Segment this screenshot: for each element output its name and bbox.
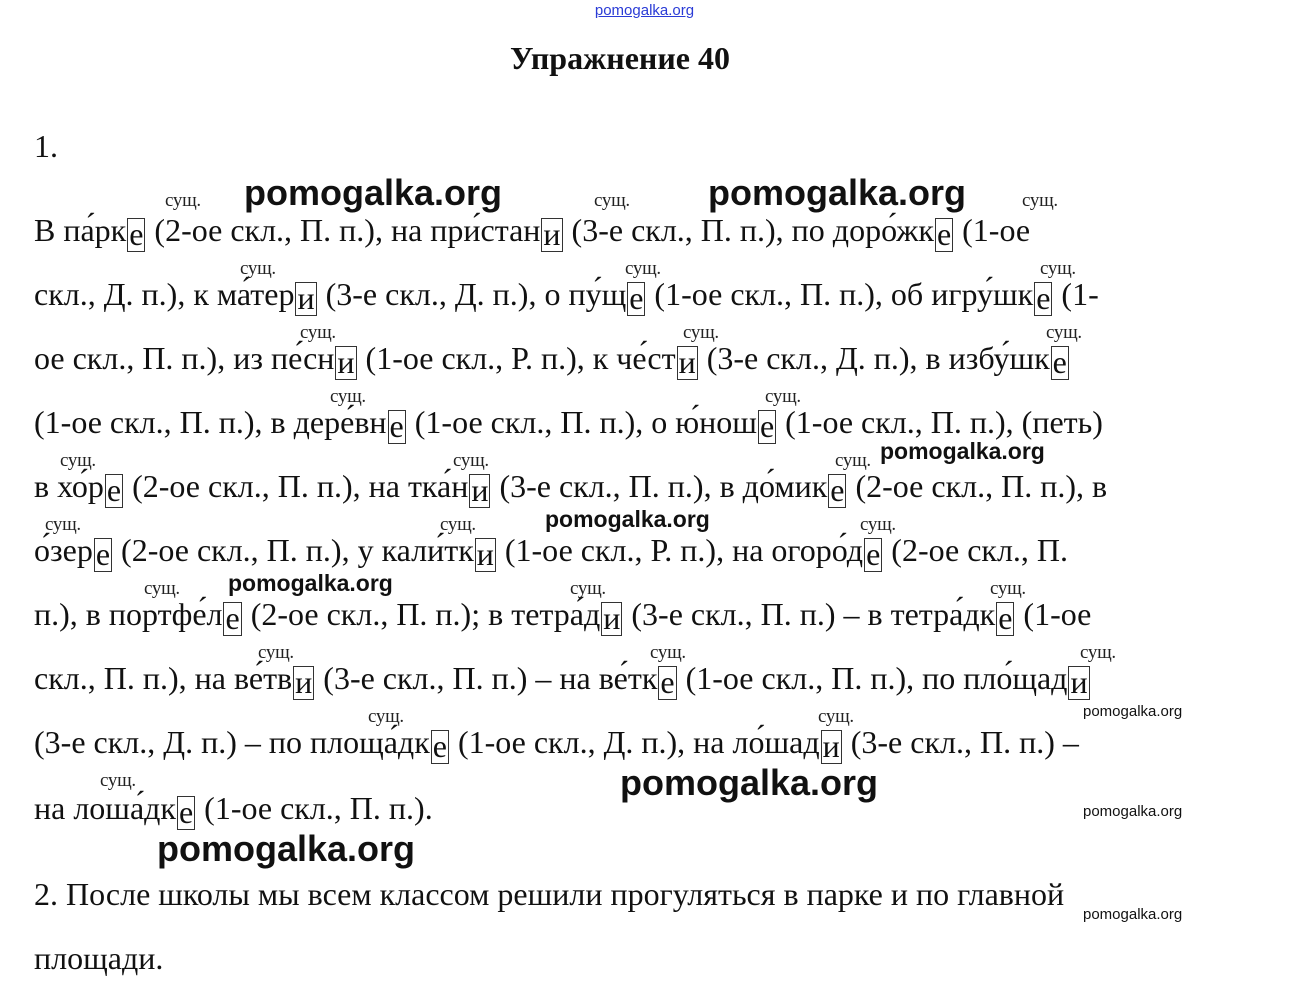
ending-box: и — [476, 536, 494, 572]
ending-box: и — [295, 664, 313, 700]
ending-box: е — [225, 600, 240, 636]
ending-box: е — [432, 728, 447, 764]
watermark: pomogalka.org — [1083, 803, 1183, 820]
watermark: pomogalka.org — [1083, 703, 1183, 720]
watermark: pomogalka.org — [545, 506, 710, 532]
text-segment: (1-ое скл., П. п.), о ю́нош — [406, 404, 757, 440]
noun-marker: сущ. — [683, 322, 719, 343]
ending-box: и — [822, 728, 840, 764]
ending-box: е — [998, 600, 1013, 636]
noun-marker: сущ. — [860, 514, 896, 535]
text-segment: (3-е скл., П. п.), в до́мик — [491, 468, 828, 504]
noun-marker: сущ. — [1046, 322, 1082, 343]
text-segment: (3-е скл., Д. п.), о пу́щ — [317, 276, 627, 312]
text-segment: скл., П. п.), на ве́тв — [34, 660, 293, 696]
watermark: pomogalka.org — [880, 438, 1045, 464]
watermark: pomogalka.org — [228, 570, 393, 596]
text-segment: (1-ое скл., П. п.). — [196, 790, 433, 826]
noun-marker: сущ. — [625, 258, 661, 279]
text-segment: (3-е скл., Д. п.), в избу́шк — [698, 340, 1050, 376]
noun-marker: сущ. — [818, 706, 854, 727]
text-segment: (1-ое скл., Р. п.), к че́ст — [357, 340, 676, 376]
exercise-line — [34, 532, 1068, 572]
text-segment: скл., Д. п.), к ма́тер — [34, 276, 295, 312]
text-segment: в хо́р — [34, 468, 104, 504]
noun-marker: сущ. — [570, 578, 606, 599]
noun-marker: сущ. — [60, 450, 96, 471]
text-segment: В па́рк — [34, 212, 127, 248]
noun-marker: сущ. — [300, 322, 336, 343]
exercise-line — [34, 212, 1030, 252]
ending-box: и — [1070, 664, 1088, 700]
watermark: pomogalka.org — [708, 172, 967, 213]
noun-marker: сущ. — [1022, 190, 1058, 211]
text-segment: (1-ое скл., Р. п.), на огоро́д — [496, 532, 864, 568]
noun-marker: сущ. — [258, 642, 294, 663]
noun-marker: сущ. — [45, 514, 81, 535]
text-segment: (1-ое скл., П. п.), об игру́шк — [646, 276, 1034, 312]
ending-box: е — [106, 472, 122, 508]
ending-box: е — [95, 536, 111, 572]
text-segment: (1- — [1053, 276, 1099, 312]
text-segment: (1-ое скл., П. п.), по пло́щад — [677, 660, 1068, 696]
exercise-line — [34, 596, 1091, 636]
noun-marker: сущ. — [165, 190, 201, 211]
text-segment: (2-ое скл., П. п.), в — [847, 468, 1108, 504]
text-segment: о́зер — [34, 532, 93, 568]
exercise-line — [34, 340, 1070, 380]
text-segment: (3-е скл., П. п.) – в тетра́дк — [623, 596, 996, 632]
ending-box: е — [129, 216, 144, 252]
ending-box: е — [936, 216, 952, 252]
text-segment: (2-ое скл., П. п.), на при́стан — [146, 212, 541, 248]
ending-box: е — [629, 280, 644, 316]
text-segment: (2-ое скл., П. п.), у кали́тк — [113, 532, 474, 568]
watermark: pomogalka.org — [157, 828, 416, 869]
text-segment: п.), в портфе́л — [34, 596, 223, 632]
ending-box: е — [1036, 280, 1051, 316]
noun-marker: сущ. — [594, 190, 630, 211]
site-link[interactable]: pomogalka.org — [594, 2, 695, 19]
ending-box: и — [337, 344, 355, 380]
exercise-line — [34, 660, 1091, 700]
noun-marker: сущ. — [330, 386, 366, 407]
part1-label: 1. — [34, 128, 58, 164]
noun-marker: сущ. — [100, 770, 136, 791]
watermark: pomogalka.org — [1083, 906, 1183, 923]
ending-box: и — [678, 344, 696, 380]
text-segment: (2-ое скл., П. п.); в тетра́д — [242, 596, 601, 632]
text-segment: на лоша́дк — [34, 790, 176, 826]
noun-marker: сущ. — [835, 450, 871, 471]
noun-marker: сущ. — [144, 578, 180, 599]
noun-marker: сущ. — [765, 386, 801, 407]
text-segment: (3-е скл., П. п.) – — [842, 724, 1079, 760]
text-segment: (3-е скл., Д. п.) – по площа́дк — [34, 724, 430, 760]
exercise-title: Упражнение 40 — [509, 40, 730, 76]
ending-box: е — [759, 408, 775, 444]
text-segment: (1-ое скл., П. п.), (петь) — [777, 404, 1103, 440]
exercise-line — [34, 724, 1079, 764]
noun-marker: сущ. — [368, 706, 404, 727]
noun-marker: сущ. — [1080, 642, 1116, 663]
noun-marker: сущ. — [240, 258, 276, 279]
text-segment: (2-ое скл., П. — [883, 532, 1069, 568]
ending-box: и — [471, 472, 489, 508]
exercise-line — [34, 790, 433, 830]
ending-box: е — [660, 664, 675, 700]
noun-marker: сущ. — [440, 514, 476, 535]
text-segment: (3-е скл., П. п.), по доро́жк — [563, 212, 934, 248]
part2-line-2: площади. — [34, 940, 164, 976]
ending-box: е — [389, 408, 404, 444]
noun-marker: сущ. — [453, 450, 489, 471]
text-segment: (2-ое скл., П. п.), на тка́н — [124, 468, 469, 504]
exercise-line — [34, 468, 1107, 508]
watermark: pomogalka.org — [620, 762, 879, 803]
text-segment: (1-ое — [1015, 596, 1092, 632]
text-segment: (1-ое скл., П. п.), в дере́вн — [34, 404, 387, 440]
part2-line-1: 2. После школы мы всем классом решили прогуляться в парке и по главной — [34, 876, 1065, 912]
noun-marker: сущ. — [650, 642, 686, 663]
ending-box: е — [866, 536, 881, 572]
text-segment: (1-ое — [954, 212, 1031, 248]
exercise-line — [34, 276, 1099, 316]
ending-box: и — [543, 216, 561, 252]
text-segment: ое скл., П. п.), из пе́сн — [34, 340, 335, 376]
ending-box: е — [1052, 344, 1067, 380]
text-segment: (3-е скл., П. п.) – на ве́тк — [315, 660, 658, 696]
noun-marker: сущ. — [990, 578, 1026, 599]
ending-box: и — [297, 280, 315, 316]
noun-marker: сущ. — [1040, 258, 1076, 279]
ending-box: е — [830, 472, 845, 508]
watermark: pomogalka.org — [244, 172, 503, 213]
ending-box: и — [603, 600, 621, 636]
text-segment: (1-ое скл., Д. п.), на ло́шад — [449, 724, 820, 760]
ending-box: е — [178, 794, 194, 830]
